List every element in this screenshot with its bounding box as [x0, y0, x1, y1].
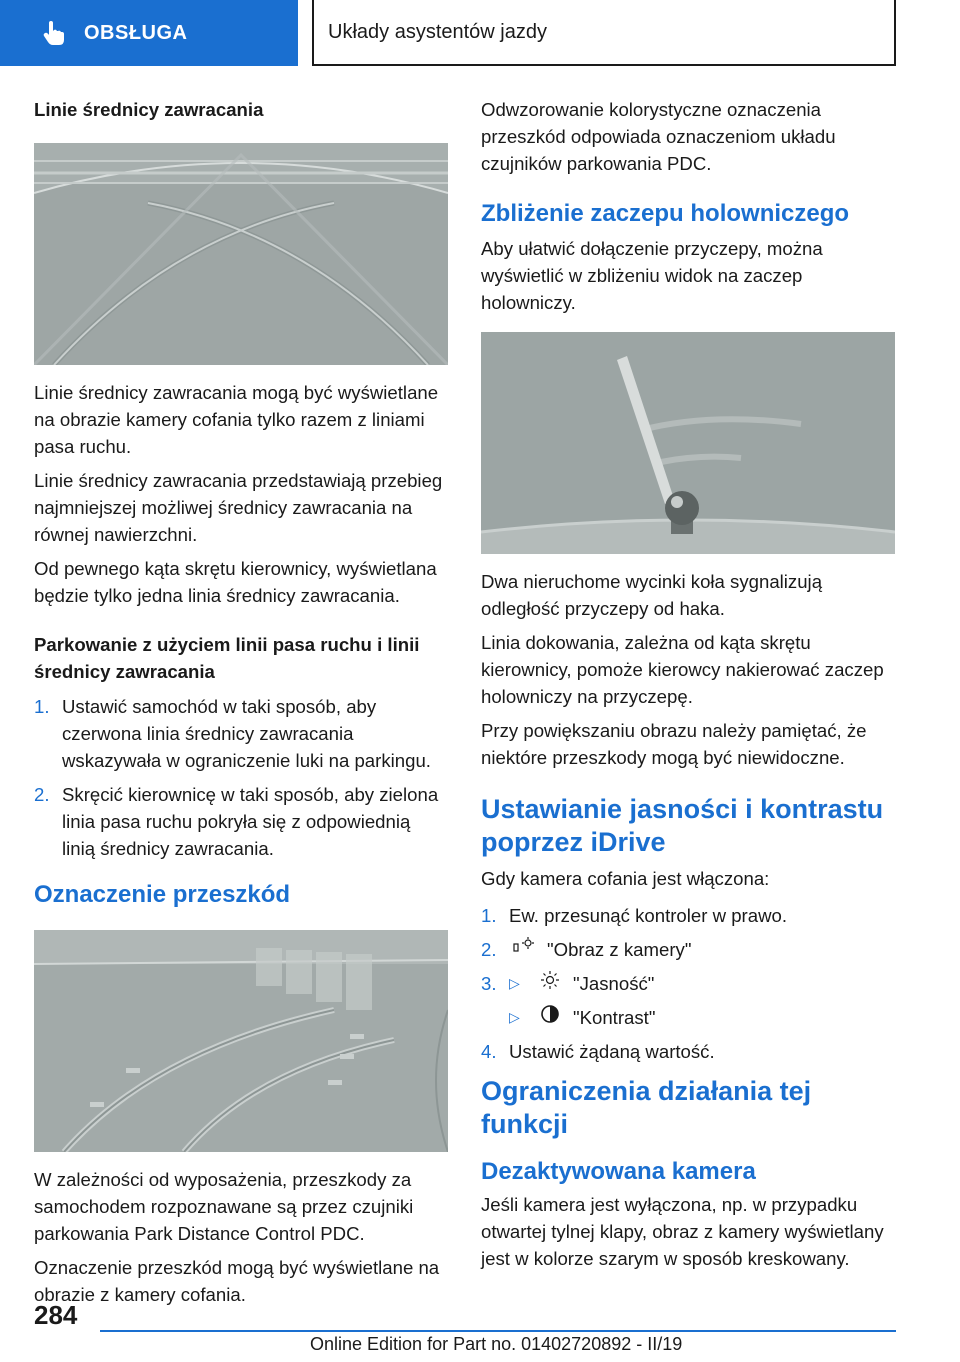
- paragraph: Przy powiększaniu obrazu należy pamiętać, że niektóre przeszkody mogą być niewidoczne.: [481, 720, 867, 768]
- step-text: "Obraz z kamery": [547, 939, 692, 960]
- paragraph: Linia dokowania, zależna od kąta skrętu kierownicy, pomoże kierowcy nakierować zaczep holowniczy na przyczepę.: [481, 632, 884, 707]
- tow-hitch-figure: [481, 332, 895, 554]
- list-item: [481, 970, 895, 997]
- heading-tow-hitch-zoom: Zbliżenie zaczepu holowniczego: [481, 200, 850, 227]
- list-item: [481, 1038, 895, 1065]
- page-header: [0, 0, 960, 66]
- paragraph: Gdy kamera cofania jest włączona:: [481, 868, 770, 889]
- paragraph: Linie średnicy zawracania przedstawiają przebieg najmniejszej możliwej średnicy zawracania na równej nawierzchni.: [34, 470, 443, 545]
- heading-turning-circle: Linie średnicy zawracania: [34, 99, 264, 120]
- heading-brightness-contrast: Ustawianie jasności i kontrastu poprzez iDrive: [481, 794, 884, 857]
- step-number: 2.: [481, 939, 497, 960]
- paragraph: Oznaczenie przeszkód mogą być wyświetlane na obrazie z kamery cofania.: [34, 1257, 440, 1305]
- heading-camera-deactivated: Dezaktywowana kamera: [481, 1158, 756, 1185]
- turning-circle-figure: [34, 143, 448, 365]
- paragraph: Od pewnego kąta skrętu kierownicy, wyświetlana będzie tylko jedna linia średnicy zawracania.: [34, 558, 437, 606]
- heading-obstacle-marking: Oznaczenie przeszkód: [34, 881, 291, 908]
- paragraph: Odwzorowanie kolorystyczne oznaczenia przeszkód odpowiada oznaczeniom układu czujników parkowania PDC.: [481, 99, 836, 174]
- paragraph: W zależności od wyposażenia, przeszkody za samochodem rozpoznawane są przez czujniki parkowania Park Distance Control PDC.: [34, 1169, 414, 1244]
- step-text: Skręcić kierownicę w taki sposób, aby zielona linia pasa ruchu pokryła się z odpowiednią linią średnicy zawracania.: [62, 784, 439, 859]
- brightness-icon: [539, 970, 561, 990]
- list-item: [34, 693, 448, 774]
- list-item: [34, 781, 448, 862]
- step-text: "Kontrast": [573, 1007, 656, 1028]
- list-item: [481, 936, 895, 963]
- heading-parking-lines: Parkowanie z użyciem linii pasa ruchu i linii średnicy zawracania: [34, 634, 420, 682]
- step-text: Ustawić samochód w taki sposób, aby czerwona linia średnicy zawracania wskazywała w ograniczenie luki na parkingu.: [62, 696, 431, 771]
- obstacle-marking-figure: [34, 930, 448, 1152]
- section-title: Układy asystentów jazdy: [312, 0, 896, 66]
- chapter-tab-label: OBSŁUGA: [84, 21, 188, 44]
- contrast-icon: [539, 1004, 561, 1024]
- step-text: "Jasność": [573, 973, 655, 994]
- camera-settings-icon: [513, 936, 535, 956]
- paragraph: Linie średnicy zawracania mogą być wyświetlane na obrazie kamery cofania tylko razem z liniami pasa ruchu.: [34, 382, 439, 457]
- step-number: 1.: [34, 696, 50, 717]
- step-number: 2.: [34, 784, 50, 805]
- list-item: [481, 1004, 895, 1031]
- chapter-tab-operation[interactable]: [0, 0, 298, 66]
- heading-limitations: Ograniczenia działania tej funkcji: [481, 1076, 812, 1139]
- hand-pointer-icon: [40, 19, 68, 47]
- paragraph: Jeśli kamera jest wyłączona, np. w przypadku otwartej tylnej klapy, obraz z kamery wyświetlany jest w kolorze szarym w sposób kreskowany.: [481, 1194, 884, 1269]
- arrow-right-icon: ▷: [509, 1009, 520, 1025]
- step-number: 1.: [481, 905, 497, 926]
- list-item: [481, 902, 895, 929]
- arrow-right-icon: ▷: [509, 975, 520, 991]
- step-number: 3.: [481, 973, 497, 994]
- edition-note: Online Edition for Part no. 01402720892 - II/19: [310, 1334, 683, 1354]
- idrive-steps-list: [481, 902, 895, 1065]
- step-text: Ustawić żądaną wartość.: [509, 1041, 715, 1062]
- left-column: [34, 96, 448, 1315]
- page-number: 284: [34, 1300, 78, 1330]
- steps-list: [34, 693, 448, 862]
- footer-divider: [100, 1330, 896, 1332]
- step-number: 4.: [481, 1041, 497, 1062]
- step-text: Ew. przesunąć kontroler w prawo.: [509, 905, 787, 926]
- right-column: [481, 96, 895, 1279]
- paragraph: Dwa nieruchome wycinki koła sygnalizują odległość przyczepy od haka.: [481, 571, 823, 619]
- paragraph: Aby ułatwić dołączenie przyczepy, można wyświetlić w zbliżeniu widok na zaczep holowniczy.: [481, 238, 823, 313]
